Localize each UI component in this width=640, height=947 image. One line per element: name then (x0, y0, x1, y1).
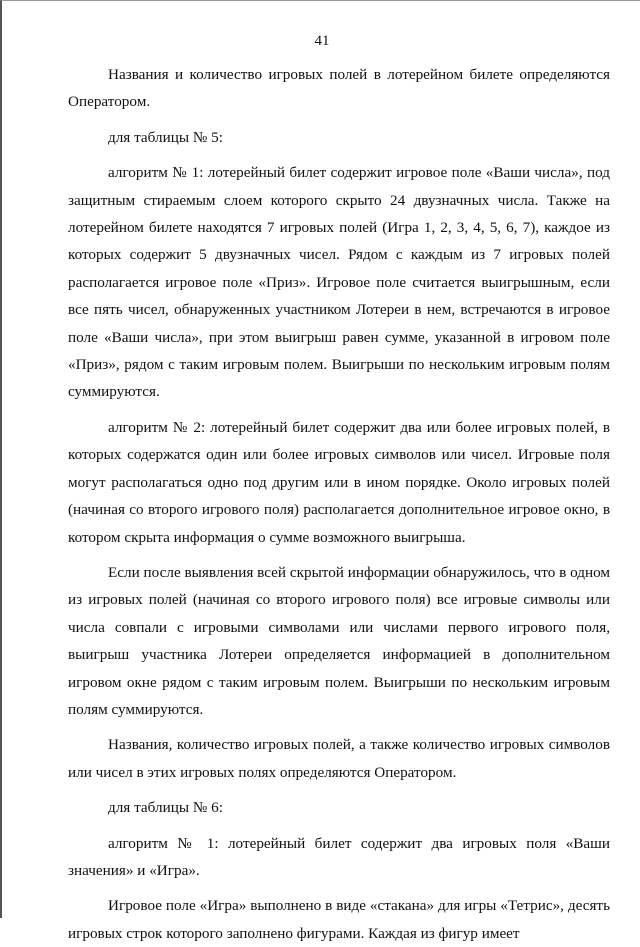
paragraph-table6-heading: для таблицы № 6: (108, 799, 223, 817)
paragraph-table6-algorithm-1: алгоритм № 1: лотерейный билет содержит два игровых поля «Ваши значения» и «Игра». (68, 834, 610, 879)
paragraph-operator-fields: Названия, количество игровых полей, а также количество игровых символов или чисел в этих игровых полях определяются Оператором. (68, 736, 610, 781)
paragraph-tetris-field: Игровое поле «Игра» выполнено в виде «стакана» для игры «Тетрис», десять игровых строк которого заполнено фигурами. Каждая из фигур имеет (68, 897, 610, 942)
paragraph-table5-heading: для таблицы № 5: (108, 128, 223, 146)
paragraph-table5-algorithm-1: алгоритм № 1: лотерейный билет содержит игровое поле «Ваши числа», под защитным стираемым слоем которого скрыто 24 двузначных числа. Также на лотерейном билете находятся 7 игровых полей (Игра 1, 2, 3, 4, 5, 6, 7), каждое из которых содержит 5 двузначных чисел. Рядом с каждым из 7 игровых полей располагается игровое поле «Приз». Игровое поле считается выигрышным, если все пять чисел, обнаруженных участником Лотереи в нем, встречаются в игровое поле «Ваши числа», при этом выигрыш равен сумме, указанной в игровом поле «Приз», рядом с таким игровым полем. Выигрыши по нескольким игровым полям суммируются. (68, 164, 610, 401)
document-body (68, 61, 610, 947)
paragraph-table5-algorithm-2: алгоритм № 2: лотерейный билет содержит два или более игровых полей, в которых содержатся один или более игровых символов или чисел. Игровые поля могут располагаться одно под другим или в ином порядке. Около игровых полей (начиная со второго игрового поля) располагается дополнительное игровое окно, в котором скрыта информация о сумме возможного выигрыша. (68, 418, 610, 546)
page-number: 41 (314, 33, 330, 49)
paragraph-hidden-info: Если после выявления всей скрытой информации обнаружилось, что в одном из игровых полей (начиная со второго игрового поля) все игровые символы или числа совпали с игровыми символами или числами первого игрового поля, выигрыш участника Лотереи определяется информацией в дополнительном игровом окне рядом с таким игровым полем. Выигрыши по нескольким игровым полям суммируются. (68, 563, 610, 718)
paragraph-operator-intro: Названия и количество игровых полей в лотерейном билете определяются Оператором. (68, 66, 610, 111)
